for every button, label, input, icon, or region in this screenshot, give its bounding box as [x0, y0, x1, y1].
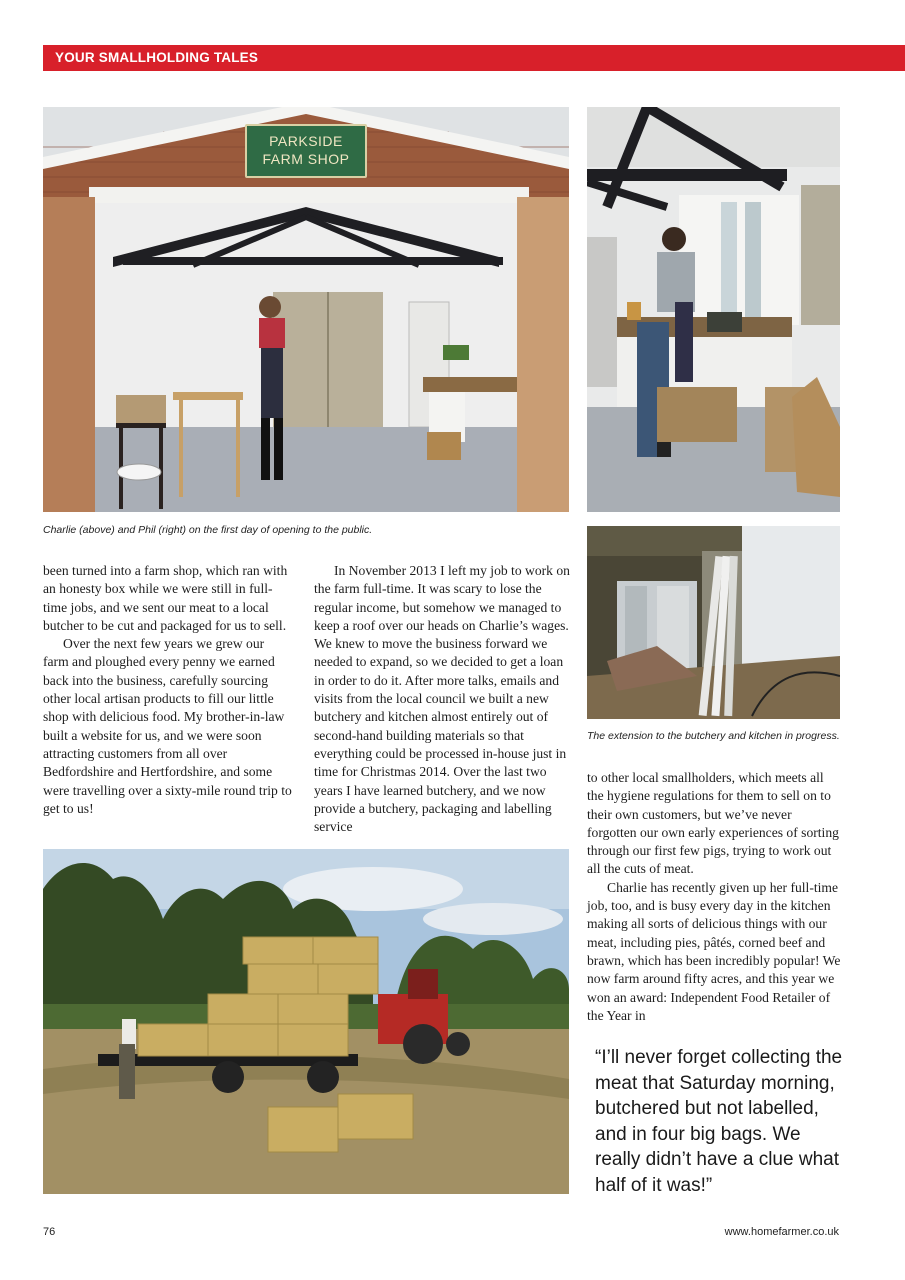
article-paragraph: Over the next few years we grew our farm and ploughed every penny we earned back into the business, carefully sourcing other local artisan products to fill our little shop with delicious food. My brother-in-law built a website for us, and we were soon attracting customers from all over Bedfordshire and Hertfordshire, and some were travelling over a sixty-mile round trip to get to us!: [43, 636, 292, 816]
article-column-2: [314, 562, 570, 836]
article-column-1: [43, 562, 293, 818]
article-paragraph: Charlie has recently given up her full-time job, too, and is busy every day in the kitchen making all sorts of delicious things with our meat, including pies, pâtés, corned beef and brawn, which has been incredibly popular! We now farm around fifty acres, and this year we won an award: Independent Food Retailer of the Year in: [587, 879, 841, 1023]
article-paragraph: been turned into a farm shop, which ran with an honesty box while we were still in full-time jobs, and we sent our meat to a local butcher to be cut and packaged for us to sell.: [43, 563, 288, 633]
article-paragraph: In November 2013 I left my job to work on the farm full-time. It was scary to lose the regular income, but somehow we managed to keep a roof over our heads on Charlie’s wages. We knew to move the business forward we needed to expand, so we decided to get a loan in order to do it. After more talks, emails and visits from the local council we built a new butchery and kitchen almost entirely out of second-hand building materials so that everything could be processed in-house just in time for Christmas 2014. Over the last two years I have learned butchery, and we now provide a butchery, packaging and labelling service: [314, 563, 570, 835]
article-paragraph: to other local smallholders, which meets all the hygiene regulations for them to sell on to their own customers, but we’ve never forgotten our own early experiences of sorting through our first few pigs, trying to work out all the cuts of meat.: [587, 770, 839, 877]
shop-sign: [245, 124, 367, 178]
page-number: 76: [43, 1226, 56, 1238]
article-column-3: [587, 769, 842, 1025]
hay-bales-photo: [43, 849, 569, 1194]
phil-counter-photo: [587, 107, 840, 512]
extension-photo: [587, 526, 840, 719]
shop-photos-caption: Charlie (above) and Phil (right) on the first day of opening to the public.: [43, 524, 373, 536]
shop-sign-line2: FARM SHOP: [262, 151, 350, 167]
website-link[interactable]: www.homefarmer.co.uk: [724, 1226, 839, 1238]
section-banner: YOUR SMALLHOLDING TALES: [43, 45, 905, 71]
shop-sign-line1: PARKSIDE: [269, 133, 343, 149]
pull-quote: “I’ll never forget collecting the meat that Saturday morning, butchered but not labelled, and in four big bags. We really didn’t have a clue what half of it was!”: [595, 1047, 843, 1196]
extension-caption: The extension to the butchery and kitchen in progress.: [587, 730, 840, 742]
